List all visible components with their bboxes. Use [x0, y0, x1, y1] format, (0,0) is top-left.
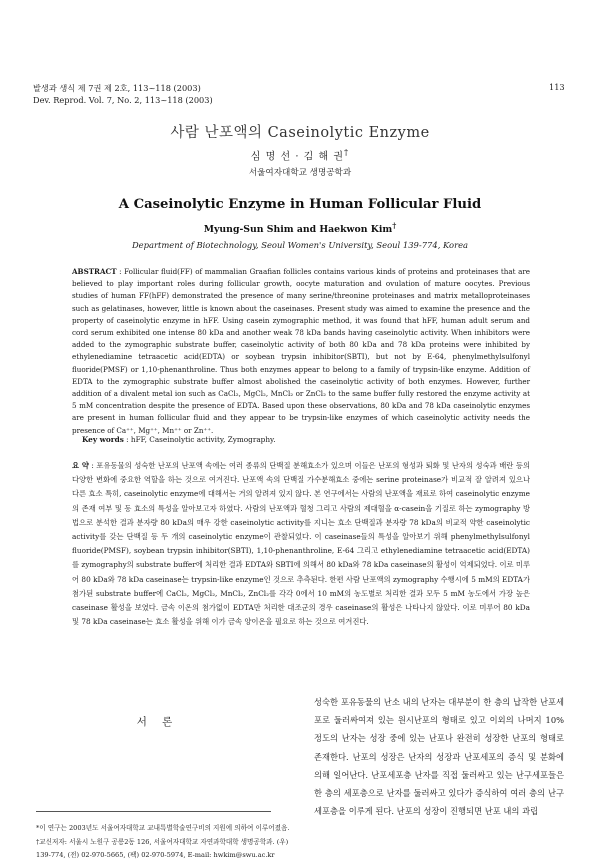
- authors-english: [0, 221, 600, 235]
- journal-citation-ko: 발생과 생식 제 7권 제 2호, 113~118 (2003): [33, 83, 201, 93]
- affiliation-english: Department of Biotechnology, Seoul Women's University, Seoul 139-774, Korea: [131, 240, 469, 250]
- journal-citation-en: Dev. Reprod. Vol. 7, No. 2, 113~118 (2003): [33, 95, 213, 105]
- abstract: [72, 266, 530, 437]
- authors-korean-names: 심 명 선 · 김 해 권: [250, 151, 345, 163]
- footnote-funding: *이 연구는 2003년도 서울여자대학교 교내특별학술연구비의 지원에 의하여 이루어졌음.: [36, 824, 290, 832]
- keywords-label: Key words: [82, 435, 124, 444]
- section-heading-introduction: 서 론: [136, 716, 179, 728]
- summary-korean-text: : 포유동물의 성숙한 난포의 난포액 속에는 여러 종류의 단백질 분해효소가 있으며 이들은 난포의 형성과 퇴화 및 난자의 성숙과 배란 등의 다양한 변화에 중요한 역할을 하는 것으로 여겨진다. 난포액 속의 단백질 가수분해효소 중에는 serine proteinase가 비교적 잘 알려져 있으나 다른 효소 특히, caseinolytic enzyme에 대해서는 거의 알려져 있지 않다. 본 연구에서는 사람의 난포액을 재료로 하여 caseinolytic enzyme의 존재 여부 및 동 효소의 특성을 알아보고자 하였다. 사람의 난포액과 혈청 그리고 사람의 제대혈을 α-casein을 기질로 하는 zymography 방법으로 분석한 결과 분자량 80 kDa의 매우 강한 caseinolytic activity를 지니는 효소 단백질과 분자량 78 kDa의 비교적 약한 caseinolytic activity를 갖는 단백질 등 두 개의 caseinolytic enzyme이 관찰되었다. 이 caseinase들의 특성을 알아보기 위해 phenylmethylsulfonyl fluoride(PMSF), soybean trypsin inhibitor(SBTI), 1,10-phenanthroline, E-64 그리고 ethylenediamine tetraacetic acid(EDTA)를 zymography의 substrate buffer에 처리한 결과 EDTA와 SBTI에 의해서 80 kDa와 78 kDa caseinase의 활성이 억제되었다. 이로 미루어 80 kDa와 78 kDa caseinase는 trypsin-like enzyme인 것으로 추측된다. 한편 사람 난포액의 zymography 수행시에 5 mM의 EDTA가 첨가된 substrate buffer에 CaCl₂, MgCl₂, MnCl₂, ZnCl₂를 각각 0에서 10 mM의 농도별로 처리한 결과 모두 5 mM 농도에서 가장 높은 caseinase 활성을 보였다. 금속 이온의 첨가없이 EDTA만 처리한 대조군의 경우 caseinase의 활성은 나타나지 않았다. 이로 미루어 80 kDa 및 78 kDa caseinase는 효소 활성을 위해 이가 금속 양이온을 필요로 하는 것으로 여겨진다.: [72, 461, 530, 627]
- keywords-text: : hFF, Caseinolytic activity, Zymography.: [123, 435, 276, 444]
- authors-english-names: Myung-Sun Shim and Haekwon Kim: [203, 224, 393, 236]
- summary-korean-label: 요 약: [72, 461, 89, 470]
- corresponding-mark-ko: †: [344, 147, 350, 157]
- affiliation-korean: 서울여자대학교 생명공학과: [248, 168, 352, 178]
- title-english: A Caseinolytic Enzyme in Human Follicular Fluid: [118, 197, 482, 212]
- journal-header: [33, 82, 213, 106]
- introduction-text: 성숙한 포유동물의 난소 내의 난자는 대부분이 한 층의 납작한 난포세포로 둘러싸여져 있는 원시난포의 형태로 있고 이외의 나머지 10% 정도의 난자는 성장 중에 있는 난포나 완전히 성장한 난포의 형태로 존재한다. 난포의 성장은 난자의 성장과 난포세포의 증식 및 분화에 의해 일어난다. 난포세포층 난자를 직접 둘러싸고 있는 난구세포들은 한 층의 세포층으로 난자를 둘러싸고 있다가 증식하여 여러 층의 난구세포층을 이루게 된다. 난포의 성장이 진행되면 난포 내의 과립: [314, 697, 564, 817]
- abstract-label: ABSTRACT: [72, 267, 117, 276]
- footnote: [36, 822, 291, 863]
- authors-korean: [0, 147, 600, 162]
- page-number: 113: [549, 82, 565, 92]
- abstract-text: : Follicular fluid(FF) of mammalian Graafian follicles contains various kinds of proteins and proteinases that are believed to play important roles during follicular growth, oocyte maturation and ovulation of mature oocytes. Previous studies of human FF(hFF) demonstrated the presence of many serine/threonine proteinases and matrix metalloproteinases such as gelatinases, however, little is known about the caseinases. Present study was aimed to examine the presence and the property of caseinolytic enzyme in hFF. Using casein zymographic method, it was found that hFF, human adult serum and cord serum exhibited one intense 80 kDa and another weak 78 kDa bands having caseinolytic activity. When inhibitors were added to the zymographic substrate buffer, caseinolytic activity of both 80 kDa and 78 kDa proteins were inhibited by ethylenediamine tetraacetic acid(EDTA) or soybean trypsin inhibitor(SBTI), but not by E-64, phenylmethylsulfonyl fluoride(PMSF) or 1,10-phenanthroline. Thus both enzymes appear to belong to a family of trypsin-like enzyme. Addition of EDTA to the zymographic substrate buffer almost abolished the caseinolytic activity of both enzymes. However, further addition of a divalent metal ion such as CaCl₂, MgCl₂, MnCl₂ or ZnCl₂ to the same buffer fully restored the enzyme activity at 5 mM concentration despite the presence of EDTA. Based upon these observations, 80 kDa and 78 kDa caseinolytic enzymes are present in human follicular fluid and they appear to be trypsin-like enzymes of which caseinolytic activity needs the presence of Ca⁺⁺, Mg⁺⁺, Mn⁺⁺ or Zn⁺⁺.: [72, 267, 530, 435]
- summary-korean: [72, 459, 530, 629]
- corresponding-mark-en: †: [392, 221, 397, 230]
- title-korean: 사람 난포액의 Caseinolytic Enzyme: [170, 125, 430, 141]
- footnote-correspondence: †교신저자: 서울시 노원구 공릉2동 126, 서울여자대학교 자연과학대학 생명공학과. (우) 139-774, (전) 02-970-5665, (팩) 02-970-5974, E-mail: hwkim@swu.ac.kr: [36, 837, 289, 860]
- footnote-divider: [36, 811, 271, 812]
- keywords: [82, 435, 276, 444]
